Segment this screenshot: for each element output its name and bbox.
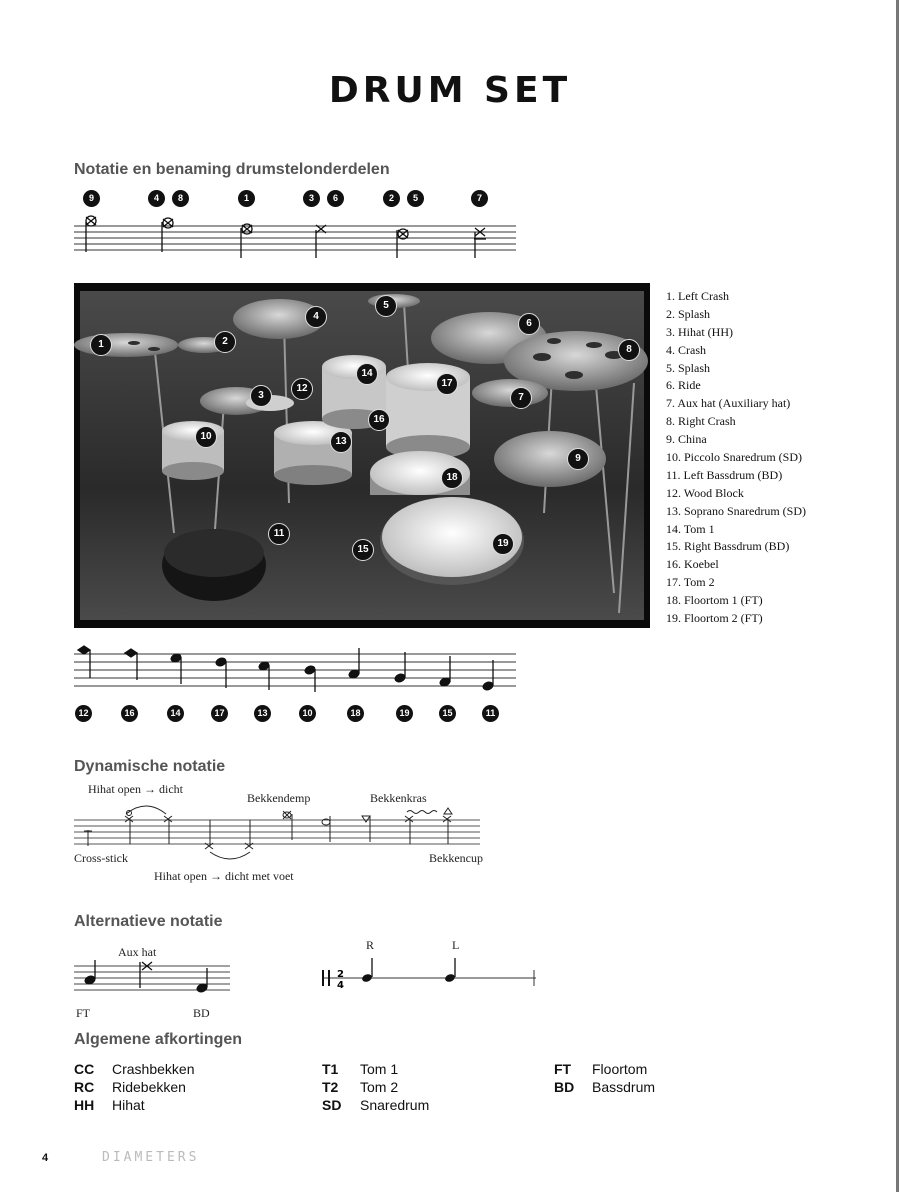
photo-marker: 14 <box>356 363 378 385</box>
legend-item: 4. Crash <box>666 342 706 357</box>
page-number: 4 <box>42 1152 49 1164</box>
photo-marker: 5 <box>375 295 397 317</box>
label-hihat-open-voet: Hihat open → dicht met voet <box>154 869 294 883</box>
abbreviation-value: Hihat <box>112 1097 145 1113</box>
number-badge: 1 <box>238 190 255 207</box>
abbreviation-value: Snaredrum <box>360 1097 430 1113</box>
abbreviation-row <box>322 1060 429 1078</box>
legend-item: 2. Splash <box>666 306 711 321</box>
label-hihat-open-dicht: Hihat open → dicht <box>88 782 183 796</box>
label-bekkendemp: Bekkendemp <box>247 791 311 805</box>
abbreviation-column-1 <box>74 1060 195 1114</box>
photo-marker: 1 <box>90 334 112 356</box>
number-badge: 9 <box>83 190 100 207</box>
publisher-brand: DIAMETERS <box>102 1150 200 1165</box>
legend-item: 9. China <box>666 432 707 447</box>
number-badge: 5 <box>407 190 424 207</box>
number-badge: 17 <box>211 705 228 722</box>
abbreviation-value: Floortom <box>592 1061 648 1077</box>
abbreviation-value: Tom 2 <box>360 1079 399 1095</box>
label-bekkencup: Bekkencup <box>429 851 483 865</box>
drum-staff <box>70 640 520 700</box>
drumset-legend <box>666 288 806 628</box>
abbreviation-value: Tom 1 <box>360 1061 399 1077</box>
abbreviation-key: HH <box>74 1097 95 1113</box>
label-r: R <box>366 938 375 952</box>
page-edge <box>896 0 899 1192</box>
legend-item: 14. Tom 1 <box>666 521 715 536</box>
legend-item: 7. Aux hat (Auxiliary hat) <box>666 396 791 411</box>
legend-item: 17. Tom 2 <box>666 575 715 590</box>
photo-marker: 18 <box>441 467 463 489</box>
legend-item: 5. Splash <box>666 360 711 375</box>
photo-marker: 3 <box>250 385 272 407</box>
abbreviation-key: FT <box>554 1061 572 1077</box>
photo-marker: 13 <box>330 431 352 453</box>
photo-marker: 15 <box>352 539 374 561</box>
abbreviation-key: RC <box>74 1079 95 1095</box>
number-badge: 12 <box>75 705 92 722</box>
section-heading-notation: Notatie en benaming drumstelonderdelen <box>74 161 390 178</box>
dynamic-staff <box>70 800 490 864</box>
abbreviation-row <box>74 1096 195 1114</box>
legend-item: 13. Soprano Snaredrum (SD) <box>666 503 806 518</box>
label-bd: BD <box>193 1006 210 1020</box>
legend-item: 19. Floortom 2 (FT) <box>666 611 763 626</box>
abbreviation-key: T2 <box>322 1079 339 1095</box>
abbreviation-row <box>322 1096 429 1114</box>
photo-marker: 17 <box>436 373 458 395</box>
abbreviation-key: BD <box>554 1079 575 1095</box>
photo-marker: 12 <box>291 378 313 400</box>
drumset-illustration <box>74 283 650 628</box>
photo-marker: 11 <box>268 523 290 545</box>
abbreviation-value: Bassdrum <box>592 1079 656 1095</box>
number-badge: 7 <box>471 190 488 207</box>
abbreviation-key: SD <box>322 1097 342 1113</box>
section-heading-abbreviations: Algemene afkortingen <box>74 1031 243 1048</box>
abbreviation-row <box>74 1078 195 1096</box>
photo-marker: 9 <box>567 448 589 470</box>
number-badge: 19 <box>396 705 413 722</box>
legend-item: 16. Koebel <box>666 557 719 572</box>
label-bekkenkras: Bekkenkras <box>370 791 427 805</box>
number-badge: 16 <box>121 705 138 722</box>
abbreviation-row <box>554 1060 655 1078</box>
drumset-photo <box>74 283 650 628</box>
legend-item: 1. Left Crash <box>666 289 729 303</box>
legend-item: 10. Piccolo Snaredrum (SD) <box>666 450 802 465</box>
number-badge: 15 <box>439 705 456 722</box>
abbreviation-key: T1 <box>322 1061 339 1077</box>
photo-marker: 6 <box>518 313 540 335</box>
abbreviation-value: Crashbekken <box>112 1061 195 1077</box>
abbreviation-value: Ridebekken <box>112 1079 186 1095</box>
legend-item: 3. Hihat (HH) <box>666 324 733 339</box>
top-staff <box>70 212 520 264</box>
legend-item: 6. Ride <box>666 378 701 393</box>
legend-item: 11. Left Bassdrum (BD) <box>666 467 783 482</box>
number-badge: 14 <box>167 705 184 722</box>
photo-marker: 10 <box>195 426 217 448</box>
abbreviation-row <box>74 1060 195 1078</box>
legend-item: 8. Right Crash <box>666 414 736 429</box>
section-heading-alternative: Alternatieve notatie <box>74 913 223 930</box>
photo-marker: 8 <box>618 339 640 361</box>
photo-marker: 16 <box>368 409 390 431</box>
number-badge: 11 <box>482 705 499 722</box>
legend-item: 18. Floortom 1 (FT) <box>666 593 763 608</box>
photo-marker: 4 <box>305 306 327 328</box>
label-cross-stick: Cross-stick <box>74 851 128 865</box>
abbreviation-row <box>322 1078 429 1096</box>
alternative-staff-right <box>310 958 550 998</box>
photo-marker: 19 <box>492 533 514 555</box>
abbreviation-column-2 <box>322 1060 429 1114</box>
label-aux-hat: Aux hat <box>118 945 157 959</box>
number-badge: 3 <box>303 190 320 207</box>
svg-text:4: 4 <box>337 980 344 991</box>
number-badge: 13 <box>254 705 271 722</box>
alternative-staff-left <box>70 958 240 1004</box>
abbreviation-key: CC <box>74 1061 95 1077</box>
legend-item: 15. Right Bassdrum (BD) <box>666 539 790 554</box>
number-badge: 6 <box>327 190 344 207</box>
label-ft: FT <box>76 1006 91 1020</box>
abbreviation-row <box>554 1078 655 1096</box>
photo-marker: 2 <box>214 331 236 353</box>
number-badge: 18 <box>347 705 364 722</box>
section-heading-dynamic: Dynamische notatie <box>74 758 226 775</box>
photo-marker: 7 <box>510 387 532 409</box>
number-badge: 10 <box>299 705 316 722</box>
number-badge: 4 <box>148 190 165 207</box>
number-badge: 8 <box>172 190 189 207</box>
number-badge: 2 <box>383 190 400 207</box>
label-l: L <box>452 938 460 952</box>
svg-text:2: 2 <box>337 969 344 980</box>
page-title: DRUM SET <box>328 70 572 111</box>
abbreviation-column-3 <box>554 1060 655 1096</box>
legend-item: 12. Wood Block <box>666 485 744 500</box>
